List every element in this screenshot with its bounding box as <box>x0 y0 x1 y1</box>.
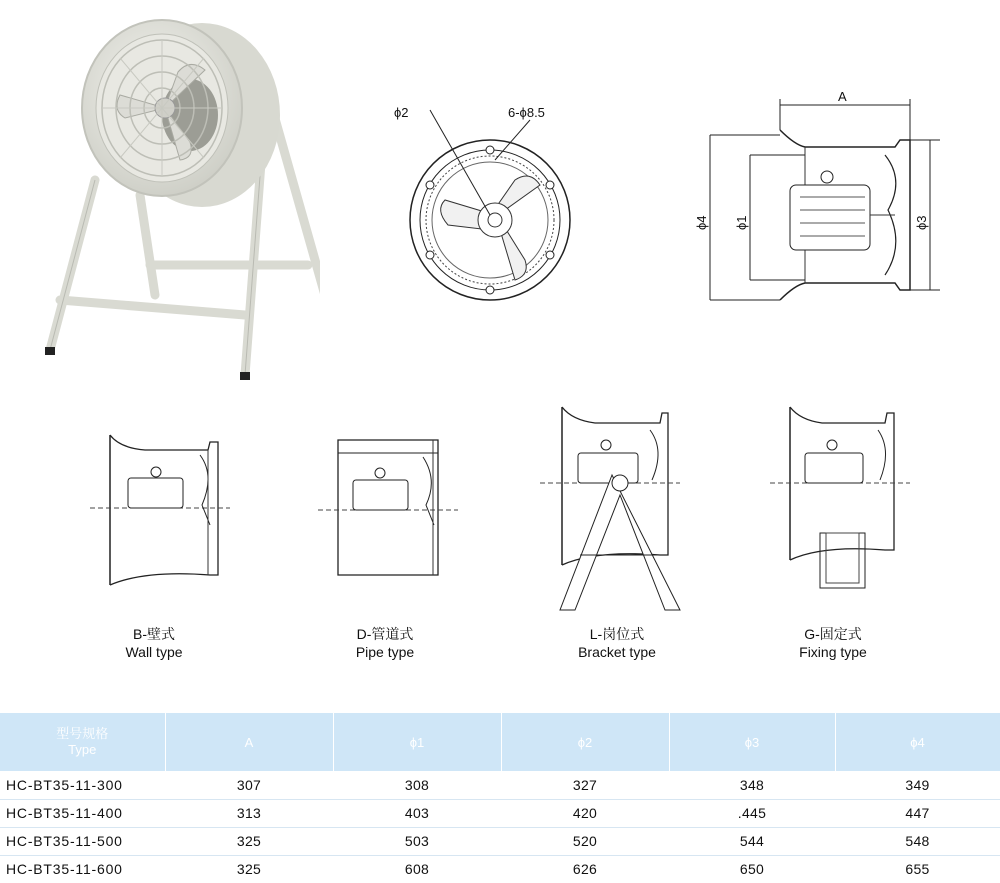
cell-phi2: 626 <box>501 855 669 883</box>
header-type-zh: 型号规格 <box>56 726 109 741</box>
pipe-type-caption <box>295 625 475 661</box>
header-a: A <box>165 713 333 771</box>
pipe-type-zh: D-管道式 <box>356 626 414 642</box>
header-phi3: ϕ3 <box>669 713 835 771</box>
header-type-en: Type <box>68 742 97 757</box>
bracket-type-en: Bracket type <box>578 644 656 660</box>
header-phi2: ϕ2 <box>501 713 669 771</box>
table-row <box>0 799 1000 827</box>
side-phi4-label: ϕ4 <box>694 215 709 230</box>
cell-type: HC-BT35-11-400 <box>0 799 165 827</box>
cell-phi4: 447 <box>835 799 1000 827</box>
front-holes-label: 6-ϕ8.5 <box>508 105 545 120</box>
spec-table-header <box>0 713 1000 771</box>
wall-type-caption <box>64 625 244 661</box>
cell-type: HC-BT35-11-300 <box>0 771 165 799</box>
cell-phi2: 327 <box>501 771 669 799</box>
fixing-type-zh: G-固定式 <box>804 626 862 642</box>
fixing-type-caption <box>743 625 923 661</box>
side-phi3-label: ϕ3 <box>914 215 929 230</box>
bracket-type-zh: L-岗位式 <box>589 626 645 642</box>
cell-phi2: 520 <box>501 827 669 855</box>
bracket-type-caption <box>527 625 707 661</box>
fixing-type-en: Fixing type <box>799 644 867 660</box>
cell-a: 313 <box>165 799 333 827</box>
cell-type: HC-BT35-11-600 <box>0 855 165 883</box>
cell-phi3: .445 <box>669 799 835 827</box>
table-row <box>0 855 1000 883</box>
pipe-type-en: Pipe type <box>355 644 415 660</box>
side-phi1-label: ϕ1 <box>734 215 749 230</box>
table-row <box>0 771 1000 799</box>
cell-a: 307 <box>165 771 333 799</box>
spec-table <box>0 713 1000 883</box>
cell-phi4: 655 <box>835 855 1000 883</box>
side-view-drawing <box>690 85 950 310</box>
pipe-type-drawing <box>318 435 458 585</box>
cell-phi3: 650 <box>669 855 835 883</box>
bracket-type-drawing <box>540 405 700 615</box>
wall-type-drawing <box>90 430 230 590</box>
wall-type-zh: B-壁式 <box>133 626 175 642</box>
front-phi2-label: ϕ2 <box>394 105 409 120</box>
cell-phi3: 544 <box>669 827 835 855</box>
cell-phi1: 403 <box>333 799 501 827</box>
header-type <box>0 713 165 771</box>
fan-product-photo <box>40 10 320 385</box>
front-view-drawing <box>390 95 590 315</box>
cell-phi3: 348 <box>669 771 835 799</box>
wall-type-en: Wall type <box>125 644 183 660</box>
cell-a: 325 <box>165 827 333 855</box>
cell-phi4: 548 <box>835 827 1000 855</box>
cell-phi1: 608 <box>333 855 501 883</box>
cell-phi4: 349 <box>835 771 1000 799</box>
table-row <box>0 827 1000 855</box>
header-phi4: ϕ4 <box>835 713 1000 771</box>
cell-a: 325 <box>165 855 333 883</box>
fixing-type-drawing <box>770 405 910 595</box>
side-a-label: A <box>838 89 847 104</box>
cell-phi1: 308 <box>333 771 501 799</box>
cell-phi1: 503 <box>333 827 501 855</box>
cell-phi2: 420 <box>501 799 669 827</box>
header-phi1: ϕ1 <box>333 713 501 771</box>
cell-type: HC-BT35-11-500 <box>0 827 165 855</box>
